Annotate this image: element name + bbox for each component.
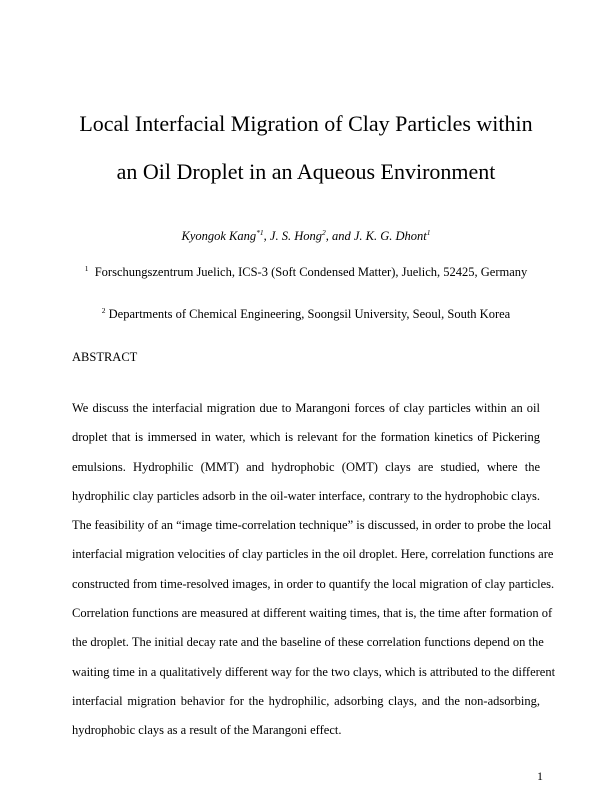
affiliation-text: Forschungszentrum Juelich, ICS-3 (Soft Condensed Matter), Juelich, 52425, Germany [94,265,528,279]
author-marker: *1 [256,228,264,237]
author-list [0,228,612,244]
author-marker: 2 [321,228,326,237]
author-separator: , [325,229,332,243]
abstract-heading: ABSTRACT [72,350,138,364]
abstract-line: emulsions. Hydrophilic (MMT) and hydrophobic (OMT) clays are studied, where the [72,459,540,474]
abstract-line: waiting time in a qualitatively different way for the two clays, which is attributed to the different [72,664,556,679]
abstract-body [72,394,556,746]
title-line-2: an Oil Droplet in an Aqueous Environment [116,159,496,184]
abstract-line: constructed from time-resolved images, in order to quantify the local migration of clay particles. [72,576,555,591]
author-name: Kyongok Kang [181,229,257,243]
affiliation-marker: 1 [84,264,89,273]
affiliation-2 [0,306,612,322]
abstract-line: We discuss the interfacial migration due to Marangoni forces of clay particles within an oil [72,401,540,415]
abstract-line: hydrophobic clays as a result of the Marangoni effect. [72,723,342,738]
author-name: and J. K. G. Dhont [331,229,427,243]
affiliation-marker: 2 [101,306,106,315]
abstract-line: The feasibility of an “image time-correlation technique” is discussed, in order to probe the local [72,518,552,533]
author-separator: , [263,229,270,243]
author-name: J. S. Hong [269,229,322,243]
affiliation-1 [0,264,612,280]
title-line-1: Local Interfacial Migration of Clay Particles within [79,111,533,136]
abstract-line: hydrophilic clay particles adsorb in the oil-water interface, contrary to the hydrophobic clays. [72,488,540,503]
page-number: 1 [537,769,543,783]
abstract-line: Correlation functions are measured at different waiting times, that is, the time after formation of [72,606,553,621]
affiliation-text: Departments of Chemical Engineering, Soongsil University, Seoul, South Korea [108,307,511,321]
abstract-line: the droplet. The initial decay rate and the baseline of these correlation functions depend on the [72,635,544,650]
abstract-line: interfacial migration velocities of clay particles in the oil droplet. Here, correlation functions are [72,547,554,562]
abstract-line: droplet that is immersed in water, which is relevant for the formation kinetics of Pickering [72,430,540,445]
author-marker: 1 [426,228,431,237]
abstract-line: interfacial migration behavior for the hydrophilic, adsorbing clays, and the non-adsorbing, [72,693,540,708]
